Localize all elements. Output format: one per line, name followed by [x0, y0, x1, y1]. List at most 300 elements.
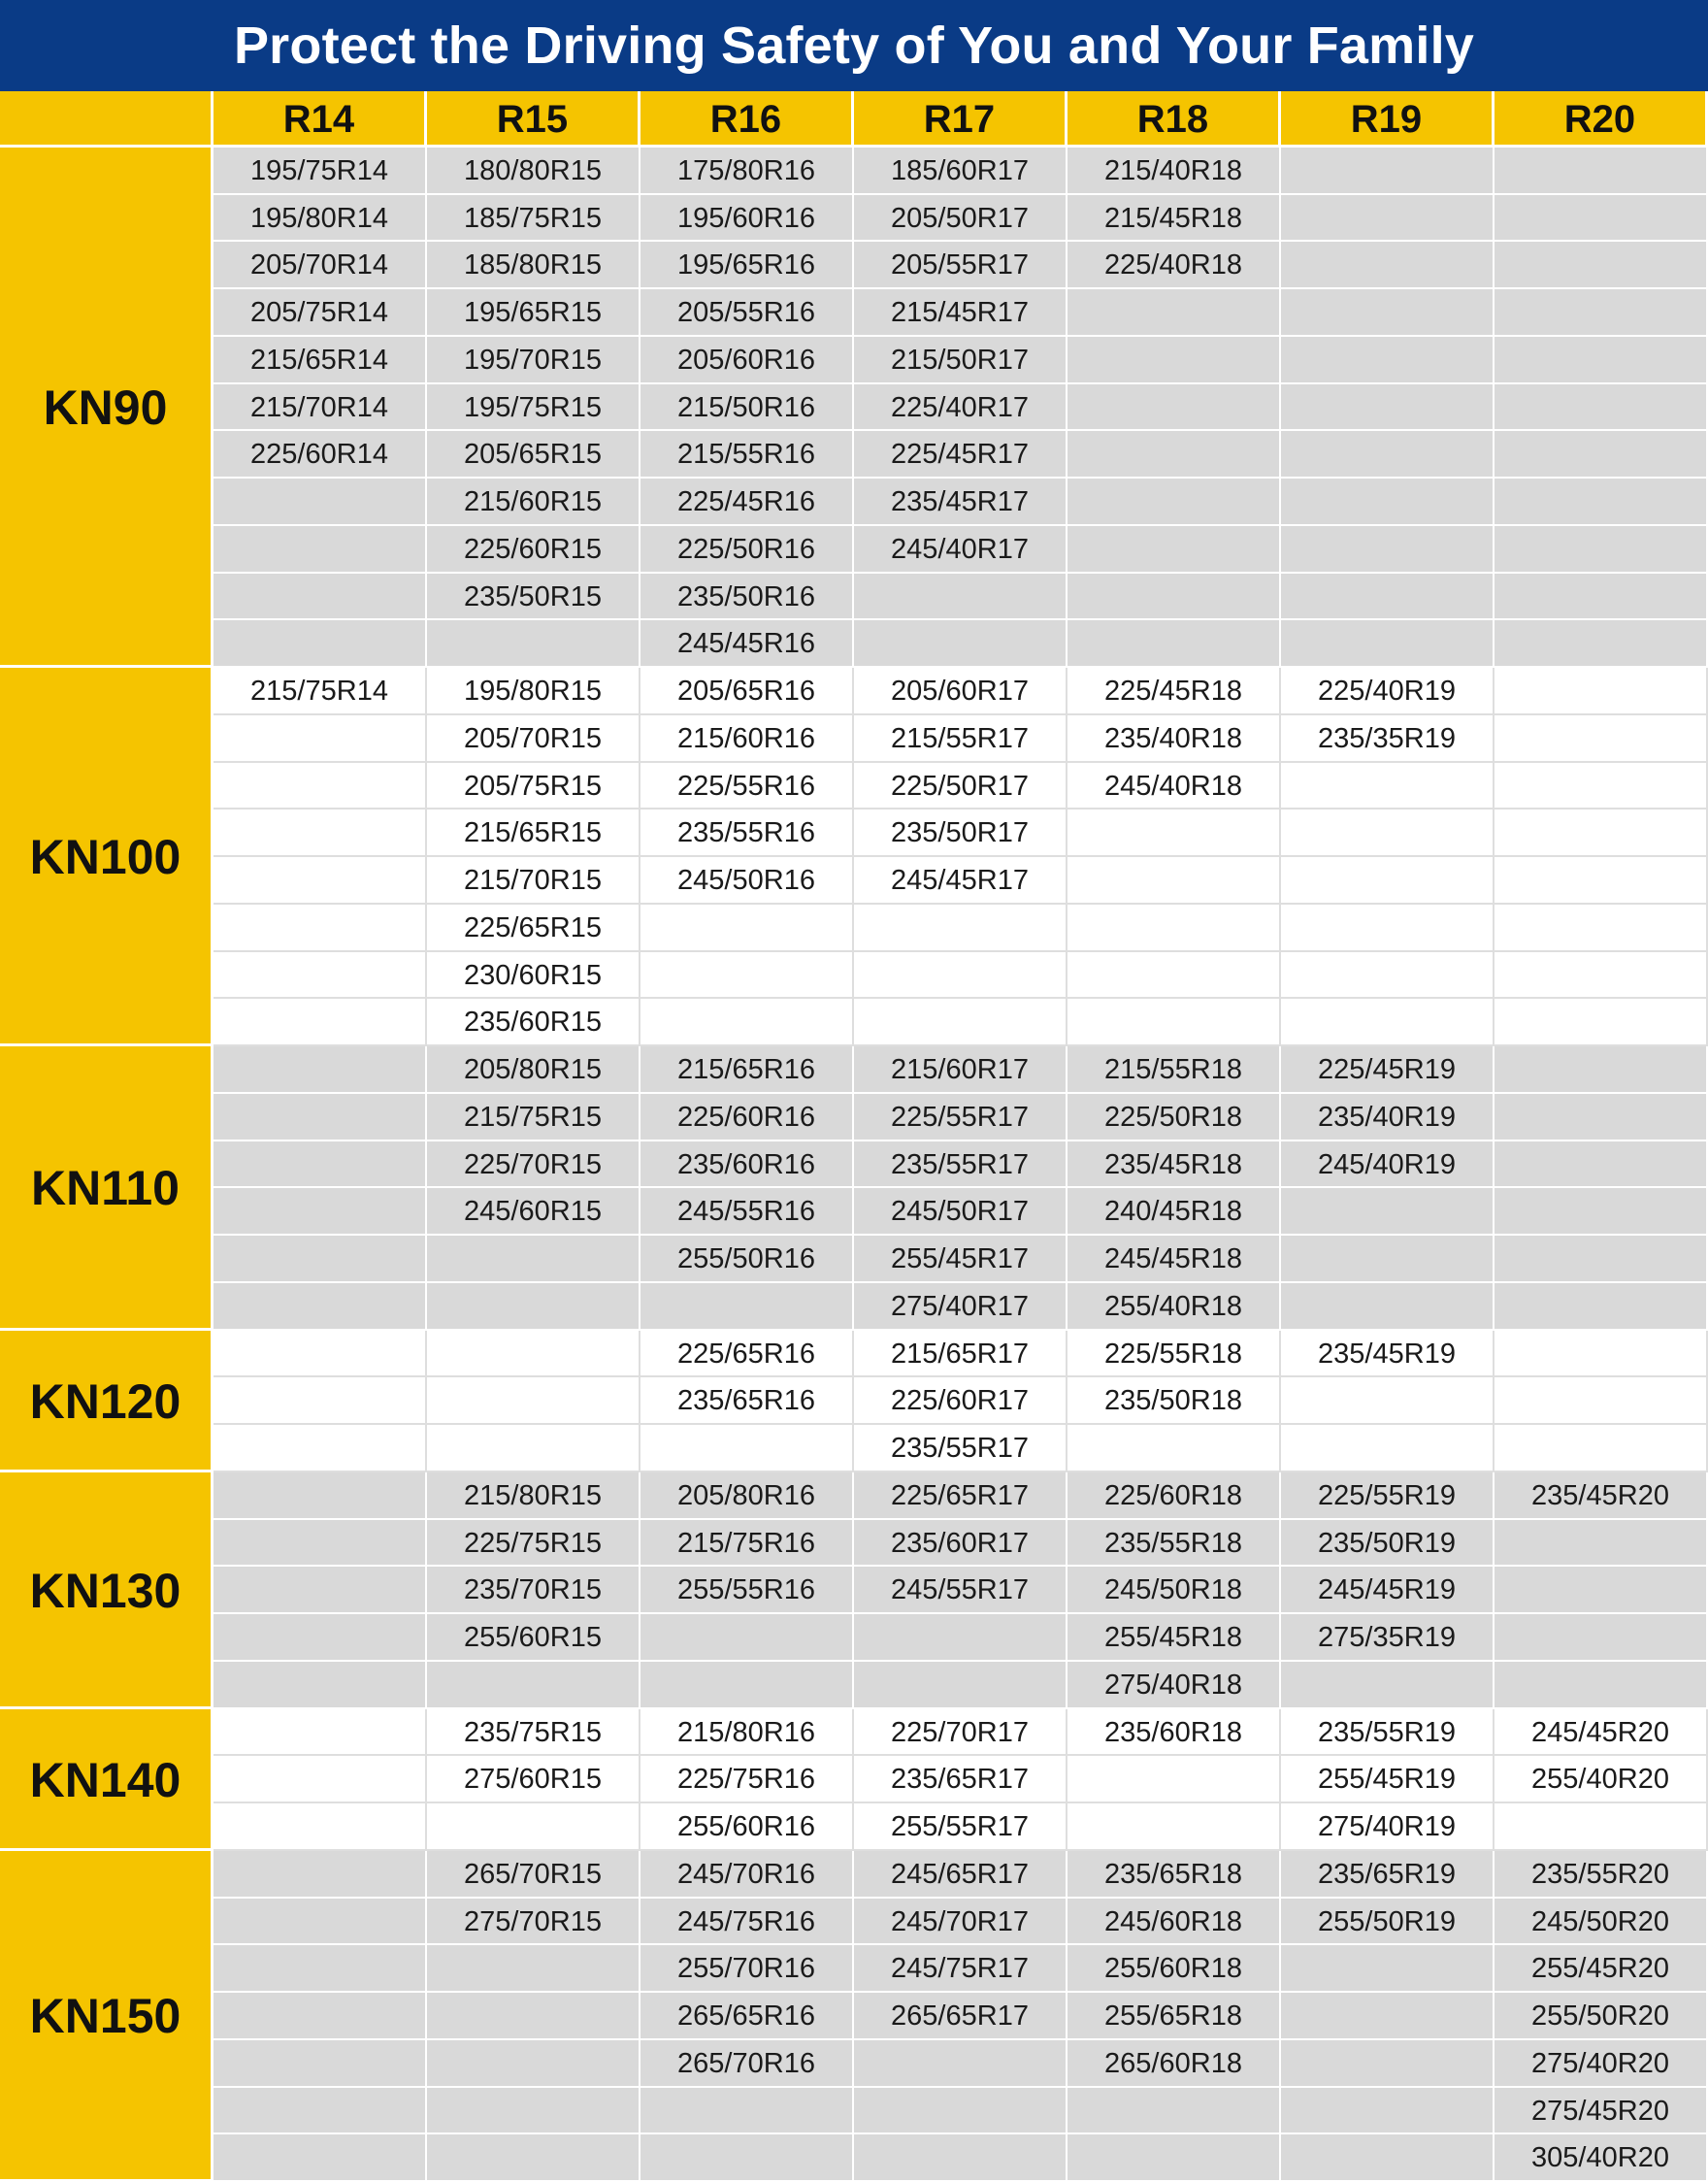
empty-cell	[854, 999, 1068, 1046]
size-cell: 195/80R15	[427, 668, 640, 715]
empty-cell	[1494, 857, 1708, 905]
empty-cell	[1281, 905, 1494, 952]
size-cell: 225/50R18	[1068, 1094, 1281, 1141]
size-cell: 215/75R16	[640, 1520, 854, 1567]
size-cell: 235/35R19	[1281, 715, 1494, 763]
size-cell: 235/70R15	[427, 1567, 640, 1614]
size-cell: 215/45R17	[854, 289, 1068, 337]
size-cell: 235/40R18	[1068, 715, 1281, 763]
size-cell: 195/70R15	[427, 337, 640, 384]
size-cell: 265/65R17	[854, 1993, 1068, 2040]
empty-cell	[214, 1046, 427, 1094]
size-cell: 225/60R14	[214, 431, 427, 479]
size-cell: 225/55R18	[1068, 1331, 1281, 1377]
empty-cell	[640, 999, 854, 1046]
size-cell: 185/80R15	[427, 242, 640, 289]
size-cell: 225/75R16	[640, 1756, 854, 1803]
tire-size-table	[0, 91, 1708, 2182]
size-cell: 245/40R17	[854, 526, 1068, 574]
column-header-r15: R15	[427, 91, 640, 148]
size-cell: 255/60R15	[427, 1614, 640, 1662]
size-cell: 275/40R19	[1281, 1803, 1494, 1851]
empty-cell	[1494, 1425, 1708, 1472]
empty-cell	[427, 1331, 640, 1377]
size-cell: 245/60R15	[427, 1188, 640, 1236]
size-cell: 225/75R15	[427, 1520, 640, 1567]
size-cell: 215/65R15	[427, 810, 640, 857]
size-cell: 215/60R17	[854, 1046, 1068, 1094]
size-cell: 235/60R18	[1068, 1709, 1281, 1756]
empty-cell	[1494, 905, 1708, 952]
empty-cell	[1068, 999, 1281, 1046]
size-cell: 205/60R17	[854, 668, 1068, 715]
empty-cell	[854, 2088, 1068, 2134]
size-cell: 305/40R20	[1494, 2134, 1708, 2182]
size-cell: 215/40R18	[1068, 148, 1281, 195]
empty-cell	[1281, 810, 1494, 857]
size-cell: 215/80R15	[427, 1472, 640, 1520]
size-cell: 225/60R18	[1068, 1472, 1281, 1520]
empty-cell	[427, 1377, 640, 1425]
size-cell: 225/40R17	[854, 384, 1068, 431]
empty-cell	[214, 2088, 427, 2134]
empty-cell	[1494, 1520, 1708, 1567]
empty-cell	[1494, 431, 1708, 479]
empty-cell	[1068, 384, 1281, 431]
size-cell: 235/55R18	[1068, 1520, 1281, 1567]
empty-cell	[1281, 1377, 1494, 1425]
empty-cell	[427, 620, 640, 668]
size-cell: 265/70R15	[427, 1851, 640, 1899]
empty-cell	[214, 1472, 427, 1520]
size-cell: 235/50R19	[1281, 1520, 1494, 1567]
empty-cell	[214, 1709, 427, 1756]
size-cell: 225/65R17	[854, 1472, 1068, 1520]
size-cell: 255/50R19	[1281, 1899, 1494, 1945]
size-cell: 195/75R14	[214, 148, 427, 195]
size-cell: 215/70R14	[214, 384, 427, 431]
size-cell: 205/60R16	[640, 337, 854, 384]
empty-cell	[1281, 148, 1494, 195]
empty-cell	[1494, 1188, 1708, 1236]
size-cell: 215/70R15	[427, 857, 640, 905]
empty-cell	[854, 2040, 1068, 2088]
size-cell: 235/40R19	[1281, 1094, 1494, 1141]
column-header-r17: R17	[854, 91, 1068, 148]
size-cell: 245/70R16	[640, 1851, 854, 1899]
empty-cell	[1068, 337, 1281, 384]
size-cell: 275/60R15	[427, 1756, 640, 1803]
size-cell: 235/45R19	[1281, 1331, 1494, 1377]
size-cell: 245/40R18	[1068, 763, 1281, 810]
empty-cell	[427, 2088, 640, 2134]
empty-cell	[214, 905, 427, 952]
size-cell: 235/55R19	[1281, 1709, 1494, 1756]
size-cell: 255/50R20	[1494, 1993, 1708, 2040]
empty-cell	[1281, 2134, 1494, 2182]
empty-cell	[854, 1662, 1068, 1709]
empty-cell	[1494, 1614, 1708, 1662]
empty-cell	[1281, 1993, 1494, 2040]
empty-cell	[1281, 763, 1494, 810]
empty-cell	[854, 952, 1068, 999]
size-cell: 175/80R16	[640, 148, 854, 195]
size-cell: 225/45R18	[1068, 668, 1281, 715]
page-title: Protect the Driving Safety of You and Your Family	[0, 0, 1708, 91]
size-cell: 275/40R20	[1494, 2040, 1708, 2088]
group-label-kn110: KN110	[0, 1046, 214, 1331]
size-cell: 225/40R19	[1281, 668, 1494, 715]
empty-cell	[1494, 1283, 1708, 1331]
size-cell: 245/45R20	[1494, 1709, 1708, 1756]
empty-cell	[1494, 1094, 1708, 1141]
empty-cell	[1281, 337, 1494, 384]
empty-cell	[214, 1188, 427, 1236]
size-cell: 225/45R19	[1281, 1046, 1494, 1094]
empty-cell	[1068, 810, 1281, 857]
empty-cell	[854, 1614, 1068, 1662]
empty-cell	[1494, 1377, 1708, 1425]
empty-cell	[214, 1331, 427, 1377]
size-cell: 255/70R16	[640, 1945, 854, 1993]
empty-cell	[1281, 999, 1494, 1046]
size-cell: 225/70R17	[854, 1709, 1068, 1756]
size-cell: 255/45R18	[1068, 1614, 1281, 1662]
size-cell: 235/55R17	[854, 1425, 1068, 1472]
empty-cell	[1281, 1236, 1494, 1283]
empty-cell	[1068, 1803, 1281, 1851]
size-cell: 215/55R17	[854, 715, 1068, 763]
size-cell: 235/50R18	[1068, 1377, 1281, 1425]
empty-cell	[1068, 952, 1281, 999]
size-cell: 225/45R16	[640, 479, 854, 526]
size-cell: 215/60R15	[427, 479, 640, 526]
empty-cell	[214, 1236, 427, 1283]
empty-cell	[214, 763, 427, 810]
size-cell: 215/65R16	[640, 1046, 854, 1094]
empty-cell	[1281, 242, 1494, 289]
size-cell: 235/45R17	[854, 479, 1068, 526]
empty-cell	[1281, 1945, 1494, 1993]
empty-cell	[1494, 574, 1708, 620]
empty-cell	[640, 952, 854, 999]
size-cell: 255/65R18	[1068, 1993, 1281, 2040]
size-cell: 245/40R19	[1281, 1141, 1494, 1188]
size-cell: 255/60R16	[640, 1803, 854, 1851]
empty-cell	[214, 1803, 427, 1851]
size-cell: 215/55R18	[1068, 1046, 1281, 1094]
size-cell: 275/45R20	[1494, 2088, 1708, 2134]
empty-cell	[1281, 1662, 1494, 1709]
size-cell: 245/45R19	[1281, 1567, 1494, 1614]
empty-cell	[1281, 384, 1494, 431]
size-cell: 245/55R17	[854, 1567, 1068, 1614]
empty-cell	[854, 905, 1068, 952]
size-cell: 225/60R16	[640, 1094, 854, 1141]
empty-cell	[1494, 1331, 1708, 1377]
empty-cell	[1068, 1756, 1281, 1803]
size-cell: 275/70R15	[427, 1899, 640, 1945]
empty-cell	[640, 2088, 854, 2134]
empty-cell	[1068, 2088, 1281, 2134]
empty-cell	[1281, 952, 1494, 999]
empty-cell	[214, 999, 427, 1046]
size-cell: 235/55R17	[854, 1141, 1068, 1188]
size-cell: 235/45R18	[1068, 1141, 1281, 1188]
size-cell: 225/70R15	[427, 1141, 640, 1188]
empty-cell	[1068, 431, 1281, 479]
size-cell: 180/80R15	[427, 148, 640, 195]
empty-cell	[214, 1567, 427, 1614]
size-cell: 265/65R16	[640, 1993, 854, 2040]
size-cell: 245/45R17	[854, 857, 1068, 905]
size-cell: 205/55R16	[640, 289, 854, 337]
size-cell: 255/45R19	[1281, 1756, 1494, 1803]
empty-cell	[214, 952, 427, 999]
size-cell: 225/55R19	[1281, 1472, 1494, 1520]
size-cell: 255/40R20	[1494, 1756, 1708, 1803]
size-cell: 205/50R17	[854, 195, 1068, 242]
size-cell: 205/80R15	[427, 1046, 640, 1094]
header-corner	[0, 91, 214, 148]
size-cell: 255/55R17	[854, 1803, 1068, 1851]
empty-cell	[427, 1803, 640, 1851]
size-cell: 235/50R15	[427, 574, 640, 620]
column-header-r19: R19	[1281, 91, 1494, 148]
empty-cell	[1494, 479, 1708, 526]
empty-cell	[427, 1945, 640, 1993]
size-cell: 255/45R17	[854, 1236, 1068, 1283]
empty-cell	[1494, 763, 1708, 810]
size-cell: 195/60R16	[640, 195, 854, 242]
size-cell: 245/75R16	[640, 1899, 854, 1945]
size-cell: 235/60R15	[427, 999, 640, 1046]
empty-cell	[1281, 195, 1494, 242]
empty-cell	[1494, 242, 1708, 289]
empty-cell	[1494, 810, 1708, 857]
empty-cell	[640, 1283, 854, 1331]
empty-cell	[1068, 620, 1281, 668]
empty-cell	[640, 1662, 854, 1709]
column-header-r20: R20	[1494, 91, 1708, 148]
size-cell: 230/60R15	[427, 952, 640, 999]
size-cell: 205/80R16	[640, 1472, 854, 1520]
empty-cell	[214, 2040, 427, 2088]
size-cell: 195/75R15	[427, 384, 640, 431]
size-cell: 235/65R17	[854, 1756, 1068, 1803]
empty-cell	[1494, 715, 1708, 763]
empty-cell	[854, 620, 1068, 668]
size-cell: 215/45R18	[1068, 195, 1281, 242]
size-cell: 255/55R16	[640, 1567, 854, 1614]
column-header-r18: R18	[1068, 91, 1281, 148]
size-cell: 245/45R16	[640, 620, 854, 668]
size-cell: 215/50R16	[640, 384, 854, 431]
empty-cell	[1494, 1236, 1708, 1283]
size-cell: 245/55R16	[640, 1188, 854, 1236]
empty-cell	[214, 1141, 427, 1188]
size-cell: 225/50R17	[854, 763, 1068, 810]
size-cell: 245/50R20	[1494, 1899, 1708, 1945]
size-cell: 245/45R18	[1068, 1236, 1281, 1283]
empty-cell	[1281, 574, 1494, 620]
empty-cell	[1281, 620, 1494, 668]
empty-cell	[1281, 1425, 1494, 1472]
size-cell: 265/60R18	[1068, 2040, 1281, 2088]
empty-cell	[1281, 2040, 1494, 2088]
size-cell: 195/80R14	[214, 195, 427, 242]
size-cell: 225/45R17	[854, 431, 1068, 479]
empty-cell	[854, 2134, 1068, 2182]
empty-cell	[214, 1377, 427, 1425]
group-label-kn150: KN150	[0, 1851, 214, 2182]
empty-cell	[1281, 1188, 1494, 1236]
group-label-kn100: KN100	[0, 668, 214, 1046]
size-cell: 245/50R18	[1068, 1567, 1281, 1614]
empty-cell	[427, 2134, 640, 2182]
size-cell: 255/40R18	[1068, 1283, 1281, 1331]
empty-cell	[1494, 620, 1708, 668]
empty-cell	[1281, 289, 1494, 337]
empty-cell	[1494, 1803, 1708, 1851]
size-cell: 225/65R15	[427, 905, 640, 952]
column-header-r14: R14	[214, 91, 427, 148]
empty-cell	[214, 1851, 427, 1899]
size-cell: 245/65R17	[854, 1851, 1068, 1899]
size-cell: 185/75R15	[427, 195, 640, 242]
empty-cell	[427, 1236, 640, 1283]
empty-cell	[214, 574, 427, 620]
empty-cell	[1494, 1567, 1708, 1614]
empty-cell	[214, 1283, 427, 1331]
empty-cell	[1068, 1425, 1281, 1472]
empty-cell	[1068, 2134, 1281, 2182]
size-cell: 215/65R14	[214, 337, 427, 384]
empty-cell	[1068, 289, 1281, 337]
group-label-kn140: KN140	[0, 1709, 214, 1851]
empty-cell	[214, 1094, 427, 1141]
empty-cell	[1494, 195, 1708, 242]
size-cell: 225/55R17	[854, 1094, 1068, 1141]
size-cell: 255/45R20	[1494, 1945, 1708, 1993]
size-cell: 205/75R14	[214, 289, 427, 337]
empty-cell	[1281, 431, 1494, 479]
empty-cell	[1494, 526, 1708, 574]
empty-cell	[214, 1425, 427, 1472]
empty-cell	[214, 1993, 427, 2040]
empty-cell	[1494, 668, 1708, 715]
empty-cell	[214, 1945, 427, 1993]
size-cell: 215/60R16	[640, 715, 854, 763]
column-header-r16: R16	[640, 91, 854, 148]
size-cell: 205/70R15	[427, 715, 640, 763]
empty-cell	[214, 2134, 427, 2182]
size-cell: 205/55R17	[854, 242, 1068, 289]
empty-cell	[214, 1520, 427, 1567]
size-cell: 235/75R15	[427, 1709, 640, 1756]
size-cell: 235/55R16	[640, 810, 854, 857]
empty-cell	[1281, 857, 1494, 905]
empty-cell	[1068, 526, 1281, 574]
size-cell: 245/50R17	[854, 1188, 1068, 1236]
empty-cell	[640, 2134, 854, 2182]
empty-cell	[640, 1425, 854, 1472]
empty-cell	[214, 1756, 427, 1803]
empty-cell	[1494, 1046, 1708, 1094]
size-cell: 235/45R20	[1494, 1472, 1708, 1520]
empty-cell	[427, 1283, 640, 1331]
size-cell: 225/40R18	[1068, 242, 1281, 289]
group-label-kn130: KN130	[0, 1472, 214, 1709]
size-cell: 225/60R15	[427, 526, 640, 574]
empty-cell	[214, 526, 427, 574]
empty-cell	[1494, 952, 1708, 999]
size-cell: 245/70R17	[854, 1899, 1068, 1945]
size-cell: 275/40R17	[854, 1283, 1068, 1331]
empty-cell	[1494, 289, 1708, 337]
size-cell: 255/50R16	[640, 1236, 854, 1283]
size-cell: 195/65R16	[640, 242, 854, 289]
empty-cell	[1281, 1283, 1494, 1331]
size-cell: 235/65R18	[1068, 1851, 1281, 1899]
size-cell: 255/60R18	[1068, 1945, 1281, 1993]
empty-cell	[1494, 1662, 1708, 1709]
empty-cell	[214, 620, 427, 668]
empty-cell	[427, 1425, 640, 1472]
empty-cell	[214, 857, 427, 905]
size-cell: 225/55R16	[640, 763, 854, 810]
empty-cell	[214, 1614, 427, 1662]
size-cell: 205/65R15	[427, 431, 640, 479]
size-cell: 245/60R18	[1068, 1899, 1281, 1945]
empty-cell	[427, 1993, 640, 2040]
size-cell: 215/80R16	[640, 1709, 854, 1756]
empty-cell	[214, 479, 427, 526]
empty-cell	[1281, 479, 1494, 526]
size-cell: 215/55R16	[640, 431, 854, 479]
empty-cell	[640, 905, 854, 952]
size-cell: 275/40R18	[1068, 1662, 1281, 1709]
empty-cell	[1494, 337, 1708, 384]
size-cell: 235/50R16	[640, 574, 854, 620]
size-cell: 240/45R18	[1068, 1188, 1281, 1236]
size-cell: 205/65R16	[640, 668, 854, 715]
empty-cell	[1281, 526, 1494, 574]
size-cell: 235/65R19	[1281, 1851, 1494, 1899]
size-cell: 225/65R16	[640, 1331, 854, 1377]
size-cell: 195/65R15	[427, 289, 640, 337]
size-cell: 215/75R15	[427, 1094, 640, 1141]
size-cell: 245/75R17	[854, 1945, 1068, 1993]
empty-cell	[1281, 2088, 1494, 2134]
empty-cell	[214, 715, 427, 763]
empty-cell	[214, 810, 427, 857]
size-cell: 265/70R16	[640, 2040, 854, 2088]
empty-cell	[1494, 384, 1708, 431]
size-cell: 215/50R17	[854, 337, 1068, 384]
empty-cell	[854, 574, 1068, 620]
size-cell: 235/50R17	[854, 810, 1068, 857]
empty-cell	[1068, 857, 1281, 905]
size-cell: 235/60R17	[854, 1520, 1068, 1567]
size-cell: 235/55R20	[1494, 1851, 1708, 1899]
group-label-kn90: KN90	[0, 148, 214, 668]
empty-cell	[214, 1662, 427, 1709]
empty-cell	[640, 1614, 854, 1662]
empty-cell	[214, 1899, 427, 1945]
size-cell: 275/35R19	[1281, 1614, 1494, 1662]
empty-cell	[1068, 479, 1281, 526]
